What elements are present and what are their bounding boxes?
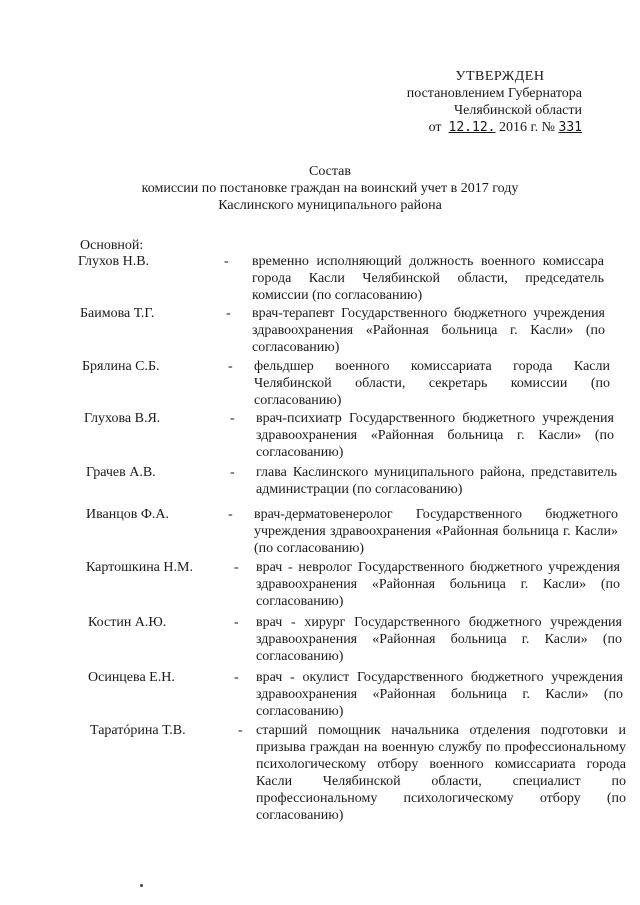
member-dash: - [228, 359, 233, 374]
member-description: временно исполняющий должность военного комиссара города Касли Челябинской области, председатель комиссии (по согласованию) [252, 254, 604, 303]
heading-line-3: Каслинского муниципального района [218, 198, 442, 213]
document-heading [90, 163, 570, 214]
member-name: Брялина С.Б. [82, 359, 160, 374]
heading-line-2: комиссии по постановке граждан на воинский учет в 2017 году [141, 181, 519, 196]
approval-stamp [380, 68, 590, 136]
member-name: Глухов Н.В. [78, 254, 150, 269]
member-description: старший помощник начальника отделения подготовки и призыва граждан на военную службу по профессиональному психологическому отбору военного комиссариата города Касли Челябинской области, специалист по профессиональному психологическому отбору (по согласованию) [256, 723, 626, 823]
member-dash: - [238, 723, 243, 738]
decree-line [380, 119, 590, 136]
decree-year: 2016 г. № [498, 120, 556, 135]
member-dash: - [230, 411, 235, 426]
member-name: Картошкина Н.М. [86, 560, 193, 575]
member-description: врач - невролог Государственного бюджетного учреждения здравоохранения «Районная больница г. Касли» (по согласованию) [256, 560, 620, 609]
member-name: Осинцева Е.Н. [88, 670, 175, 685]
member-dash: - [234, 615, 239, 630]
member-name: Глухова В.Я. [84, 411, 161, 426]
member-name: Костин А.Ю. [88, 615, 167, 630]
member-name: Баимова Т.Г. [80, 306, 155, 321]
member-description: врач-терапевт Государственного бюджетного учреждения здравоохранения «Районная больница г. Касли» (по согласованию) [252, 306, 605, 355]
member-dash: - [234, 560, 239, 575]
member-name: Иванцов Ф.А. [86, 507, 170, 522]
section-label-main: Основной: [80, 238, 144, 253]
approval-title: УТВЕРЖДЕН [455, 69, 545, 84]
scan-dot [140, 884, 143, 887]
member-dash: - [226, 306, 231, 321]
member-description: врач - окулист Государственного бюджетного учреждения здравоохранения «Районная больница г. Касли» (по согласованию) [256, 670, 623, 719]
member-dash: - [230, 465, 235, 480]
approval-line-1: постановлением Губернатора [406, 86, 582, 101]
decree-number: 331 [558, 120, 582, 135]
member-description: врач-психиатр Государственного бюджетного учреждения здравоохранения «Районная больница г. Касли» (по согласованию) [256, 411, 614, 460]
member-dash: - [228, 507, 233, 522]
decree-date: 12.12. [448, 120, 496, 135]
member-description: врач - хирург Государственного бюджетного учреждения здравоохранения «Районная больница г. Касли» (по согласованию) [256, 615, 622, 664]
member-description: фельдшер военного комиссариата города Касли Челябинской области, секретарь комиссии (по согласованию) [254, 359, 610, 408]
member-dash: - [224, 254, 229, 269]
approval-line-2: Челябинской области [454, 103, 582, 118]
member-name: Грачев А.В. [86, 465, 156, 480]
member-name: Таратóрина Т.В. [90, 723, 186, 738]
member-description: врач-дерматовенеролог Государственного бюджетного учреждения здравоохранения «Районная больница г. Касли» (по согласованию) [254, 507, 618, 556]
member-description: глава Каслинского муниципального района, представитель администрации (по согласованию) [256, 465, 617, 497]
heading-line-1: Состав [308, 164, 351, 179]
decree-prefix: от [428, 120, 442, 135]
member-dash: - [234, 670, 239, 685]
